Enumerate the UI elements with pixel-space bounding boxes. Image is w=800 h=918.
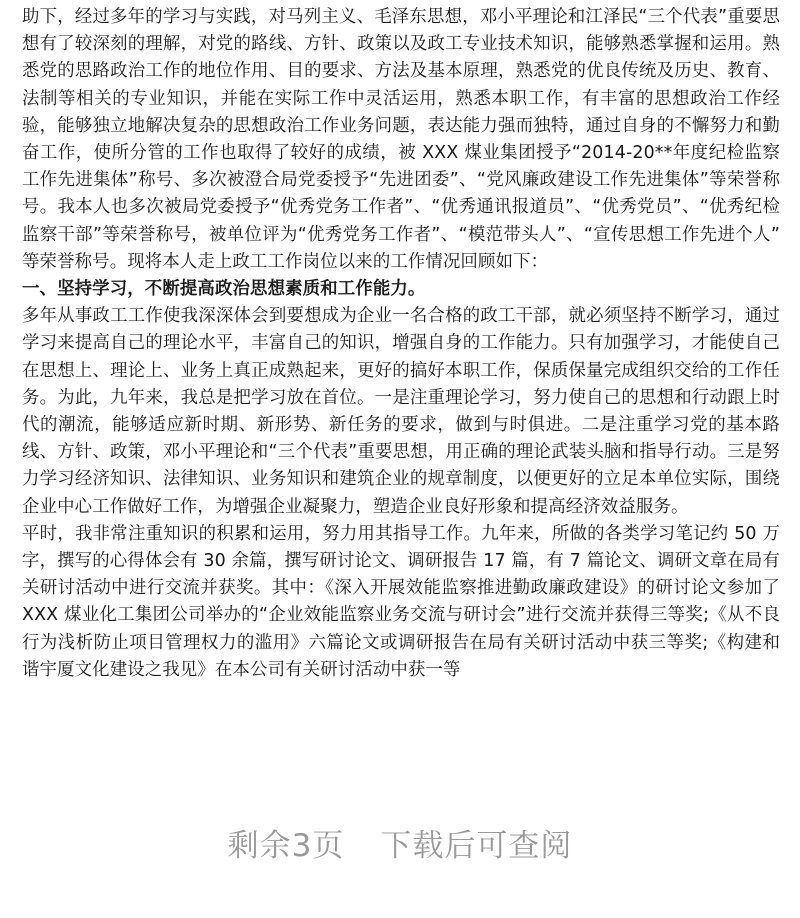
paragraph-intro: 助下，经过多年的学习与实践，对马列主义、毛泽东思想，邓小平理论和江泽民“三个代表”重要思想有了较深刻的理解，对党的路线、方针、政策以及政工专业技术知识，能够熟悉掌握和运用。熟悉党的思路政治工作的地位作用、目的要求、方法及基本原理，熟悉党的优良传统及历史、教育、法制等相关的专业知识，并能在实际工作中灵活运用，熟悉本职工作，有丰富的思想政治工作经验，能够独立地解决复杂的思想政治工作业务问题，表达能力强而独特，通过自身的不懈努力和勤奋工作，使所分管的工作也取得了较好的成绩，被 XXX 煤业集团授予“2014-20**年度纪检监察工作先进集体”称号、多次被澄合局党委授予“先进团委”、“党风廉政建设工作先进集体”等荣誉称号。我本人也多次被局党委授予“优秀党务工作者”、“优秀通讯报道员”、“优秀党员”、“优秀纪检监察干部”等荣誉称号，被单位评为“优秀党务工作者”、“模范带头人”、“宣传思想工作先进个人” 等荣誉称号。现将本人走上政工工作岗位以来的工作情况回顾如下： — [22, 7, 780, 272]
remaining-pages-label: 剩余3页 — [227, 828, 345, 864]
paragraph-notes: 平时，我非常注重知识的积累和运用，努力用其指导工作。九年来，所做的各类学习笔记约 50 万字，撰写的心得体会有 30 余篇，撰写研讨论文、调研报告 17 篇，有 7 篇论文、调研文章在局有关研讨活动中进行交流并获奖。其中：《深入开展效能监察推进勤政廉政建设》的研讨论文参加了 XXX 煤业化工集团公司举办的“企业效能监察业务交流与研讨会”进行交流并获得三等奖;《从不良行为浅析防止项目管理权力的滥用》六篇论文或调研报告在局有关研讨活动中获三等奖;《构建和谐宇厦文化建设之我见》在本公司有关研讨活动中获一等 — [22, 523, 780, 680]
download-hint-label: 下载后可查阅 — [380, 828, 573, 864]
remaining-pages-banner[interactable] — [0, 820, 800, 865]
paragraph-study: 多年从事政工工作使我深深体会到要想成为企业一名合格的政工干部，就必须坚持不断学习，通过学习来提高自己的理论水平，丰富自己的知识，增强自身的工作能力。只有加强学习，才能使自己在思想上、理论上、业务上真正成熟起来，更好的搞好本职工作，保质保量完成组织交给的工作任务。为此，九年来，我总是把学习放在首位。一是注重理论学习，努力使自己的思想和行动跟上时代的潮流，能够适应新时期、新形势、新任务的要求，做到与时俱进。二是注重学习党的基本路线、方针、政策，邓小平理论和“三个代表”重要思想，用正确的理论武装头脑和指导行动。三是努力学习经济知识、法律知识、业务知识和建筑企业的规章制度，以便更好的立足本单位实际，围绕企业中心工作做好工作，为增强企业凝聚力，塑造企业良好形象和提高经济效益服务。 — [22, 306, 780, 517]
document-body — [22, 4, 780, 684]
section-heading: 一、坚持学习，不断提高政治思想素质和工作能力。 — [22, 279, 426, 300]
